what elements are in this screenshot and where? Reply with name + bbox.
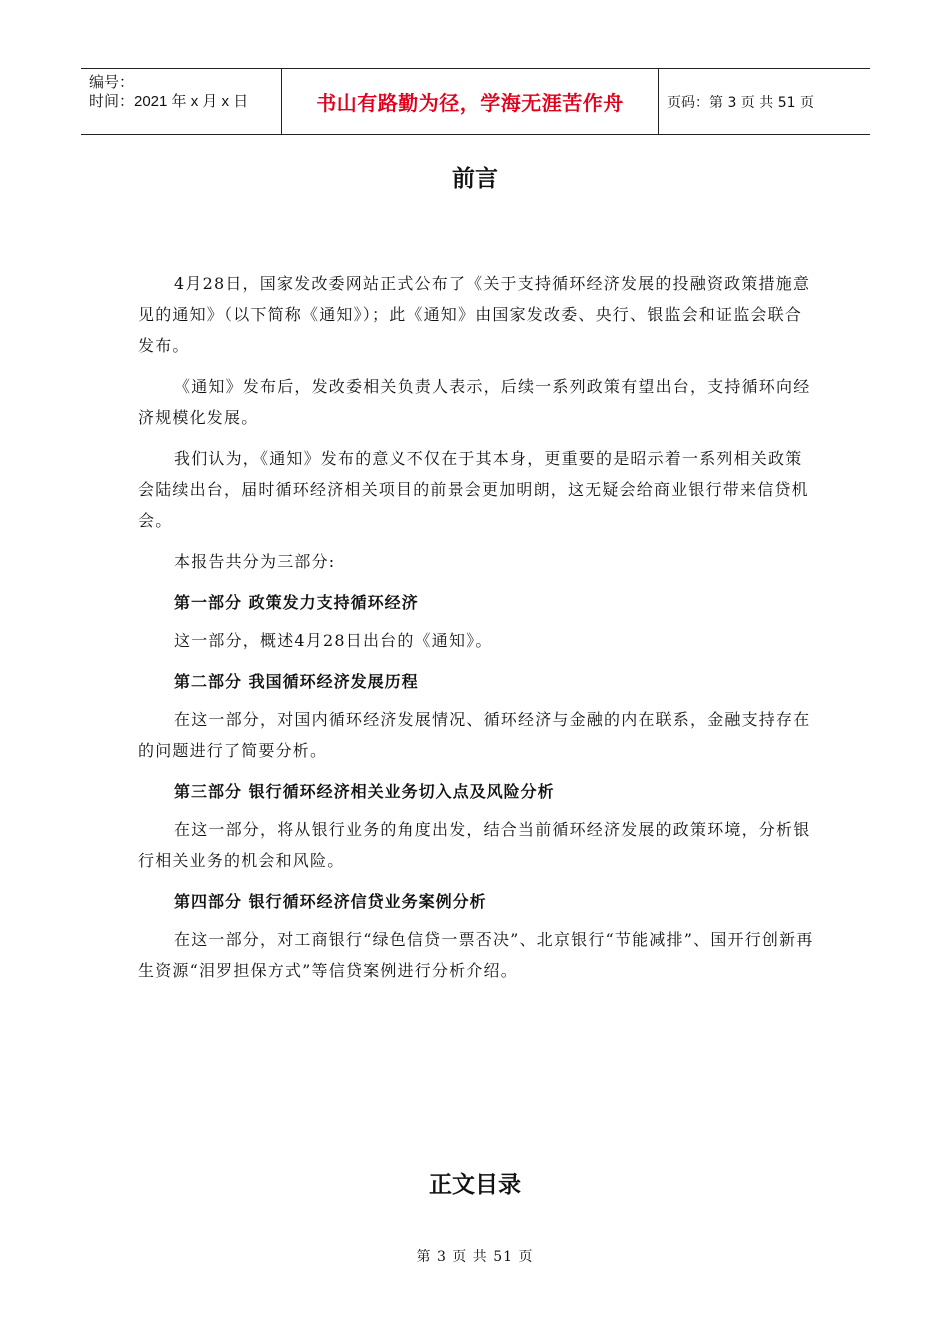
section-heading: 第三部分 银行循环经济相关业务切入点及风险分析	[174, 782, 555, 801]
header-meta	[81, 69, 282, 134]
number-label: 编号：	[89, 74, 135, 91]
document-header	[81, 68, 870, 135]
preface-paragraph: 本报告共分为三部分:	[174, 552, 336, 571]
page-footer: 第 3 页 共 51 页	[416, 1249, 534, 1265]
section-text: 这一部分，概述4月28日出台的《通知》。	[174, 631, 493, 650]
section-text: 在这一部分，对工商银行“绿色信贷一票否决”、北京银行“节能减排”、国开行创新再生资源“泪罗担保方式”等信贷案例进行分析介绍。	[138, 930, 814, 980]
preface-paragraph: 4月28日，国家发改委网站正式公布了《关于支持循环经济发展的投融资政策措施意见的通知》（以下简称《通知》）；此《通知》由国家发改委、央行、银监会和证监会联合发布。	[138, 274, 811, 355]
toc-title: 正文目录	[429, 1172, 521, 1198]
section-heading: 第一部分 政策发力支持循环经济	[174, 593, 419, 612]
preface-paragraph: 我们认为，《通知》发布的意义不仅在于其本身，更重要的是昭示着一系列相关政策会陆续出台，届时循环经济相关项目的前景会更加明朗，这无疑会给商业银行带来信贷机会。	[138, 449, 809, 530]
section-text: 在这一部分，对国内循环经济发展情况、循环经济与金融的内在联系，金融支持存在的问题进行了简要分析。	[138, 710, 811, 760]
preface-paragraph: 《通知》发布后，发改委相关负责人表示，后续一系列政策有望出台，支持循环向经济规模化发展。	[138, 377, 811, 427]
preface-body	[138, 268, 818, 986]
header-motto: 书山有路勤为径，学海无涯苦作舟	[282, 69, 659, 134]
date-label: 时间：2021 年 x 月 x 日	[89, 93, 249, 110]
preface-title: 前言	[452, 166, 498, 192]
header-page-code: 页码：第 3 页 共 51 页	[667, 94, 814, 111]
section-heading: 第二部分 我国循环经济发展历程	[174, 672, 419, 691]
section-text: 在这一部分，将从银行业务的角度出发，结合当前循环经济发展的政策环境，分析银行相关业务的机会和风险。	[138, 820, 811, 870]
section-heading: 第四部分 银行循环经济信贷业务案例分析	[174, 892, 487, 911]
